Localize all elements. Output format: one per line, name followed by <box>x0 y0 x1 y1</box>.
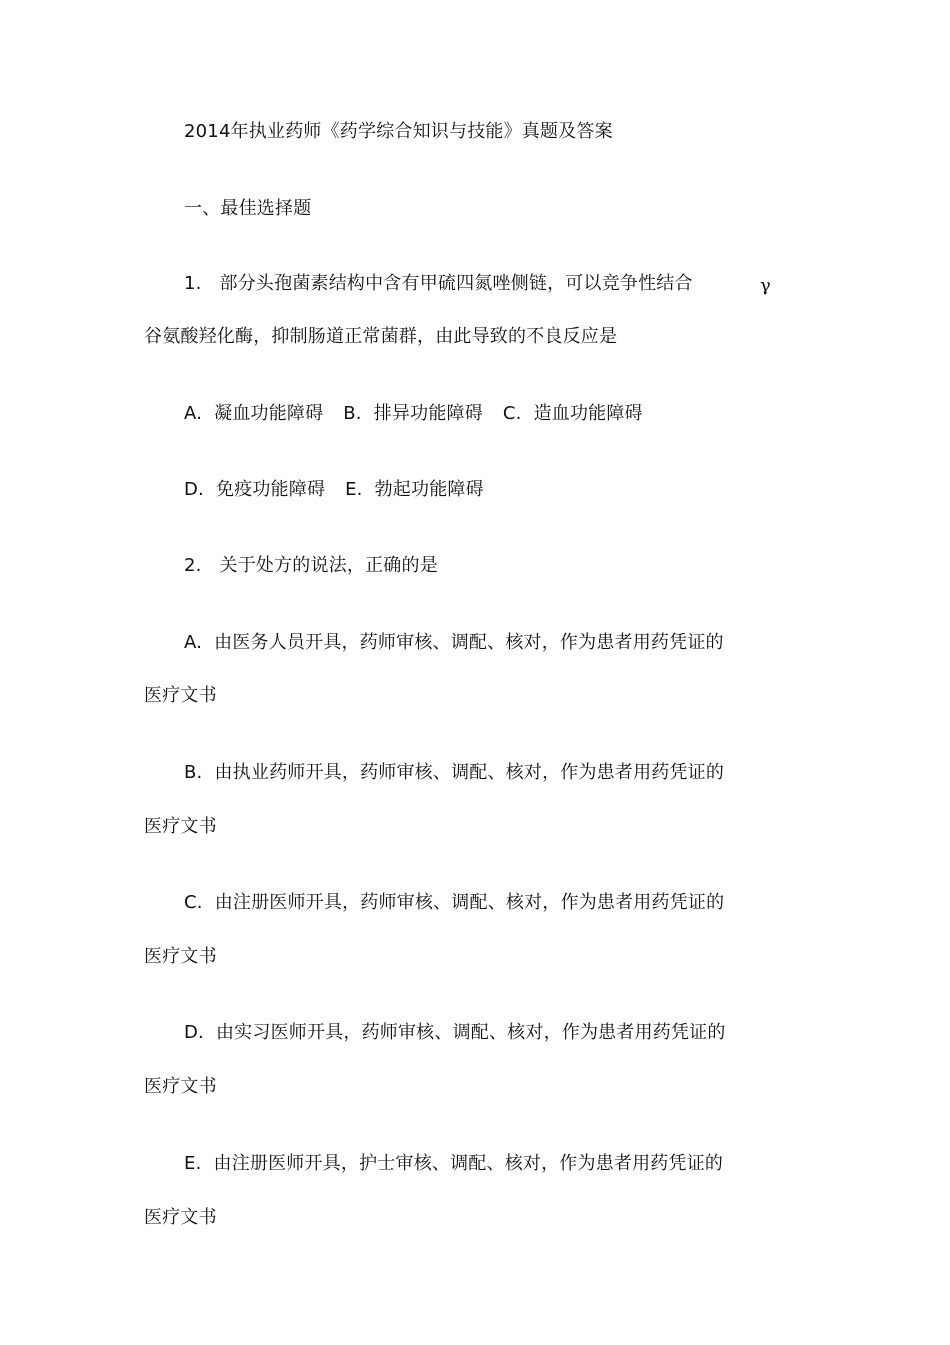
question-1-stem-line1 <box>184 273 693 295</box>
option-text: 排异功能障碍 <box>373 403 483 424</box>
question-2-option-a-line2: 医疗文书 <box>144 685 217 706</box>
option-key: E. <box>345 479 363 500</box>
option-key: D. <box>184 479 204 500</box>
option-text: 由执业药师开具，药师审核、调配、核对，作为患者用药凭证的 <box>214 762 725 783</box>
option-key: A. <box>184 403 203 424</box>
option-text: 免疫功能障碍 <box>215 479 326 500</box>
option-key: C. <box>184 892 203 913</box>
question-number: 1. <box>184 273 202 294</box>
question-2-option-c-line2: 医疗文书 <box>144 946 217 967</box>
option-text: 由实习医师开具，药师审核、调配、核对，作为患者用药凭证的 <box>215 1022 726 1043</box>
question-stem-text: 部分头孢菌素结构中含有甲硫四氮唑侧链，可以竞争性结合 <box>219 273 693 294</box>
question-2-option-e-line1 <box>184 1153 723 1175</box>
document-title: 2014年执业药师《药学综合知识与技能》真题及答案 <box>184 121 613 142</box>
question-2-option-a-line1 <box>184 632 724 654</box>
question-number: 2. <box>184 555 202 576</box>
question-2-option-b-line2: 医疗文书 <box>144 816 217 837</box>
option-key: E. <box>184 1153 202 1174</box>
section-heading: 一、最佳选择题 <box>184 198 312 219</box>
option-text: 凝血功能障碍 <box>214 403 324 424</box>
question-1-options-row2 <box>184 479 484 501</box>
question-2-option-b-line1 <box>184 762 724 784</box>
option-text: 造血功能障碍 <box>533 403 643 424</box>
question-stem-text: 关于处方的说法，正确的是 <box>219 555 438 576</box>
option-text: 由注册医师开具，护士审核、调配、核对，作为患者用药凭证的 <box>213 1153 724 1174</box>
gamma-symbol: γ <box>760 275 771 296</box>
question-2-option-d-line1 <box>184 1022 726 1044</box>
question-2-stem <box>184 555 438 577</box>
option-text: 由注册医师开具，药师审核、调配、核对，作为患者用药凭证的 <box>214 892 725 913</box>
question-1-options-row1 <box>184 403 643 425</box>
question-1-stem-line2: 谷氨酸羟化酶，抑制肠道正常菌群，由此导致的不良反应是 <box>144 326 618 347</box>
question-2-option-d-line2: 医疗文书 <box>144 1076 217 1097</box>
option-key: D. <box>184 1022 204 1043</box>
option-key: B. <box>343 403 362 424</box>
option-text: 勃起功能障碍 <box>374 479 484 500</box>
question-2-option-c-line1 <box>184 892 724 914</box>
option-key: B. <box>184 762 203 783</box>
option-key: C. <box>502 403 522 424</box>
question-2-option-e-line2: 医疗文书 <box>144 1207 217 1228</box>
option-key: A. <box>184 632 203 653</box>
option-text: 由医务人员开具，药师审核、调配、核对，作为患者用药凭证的 <box>214 632 724 653</box>
